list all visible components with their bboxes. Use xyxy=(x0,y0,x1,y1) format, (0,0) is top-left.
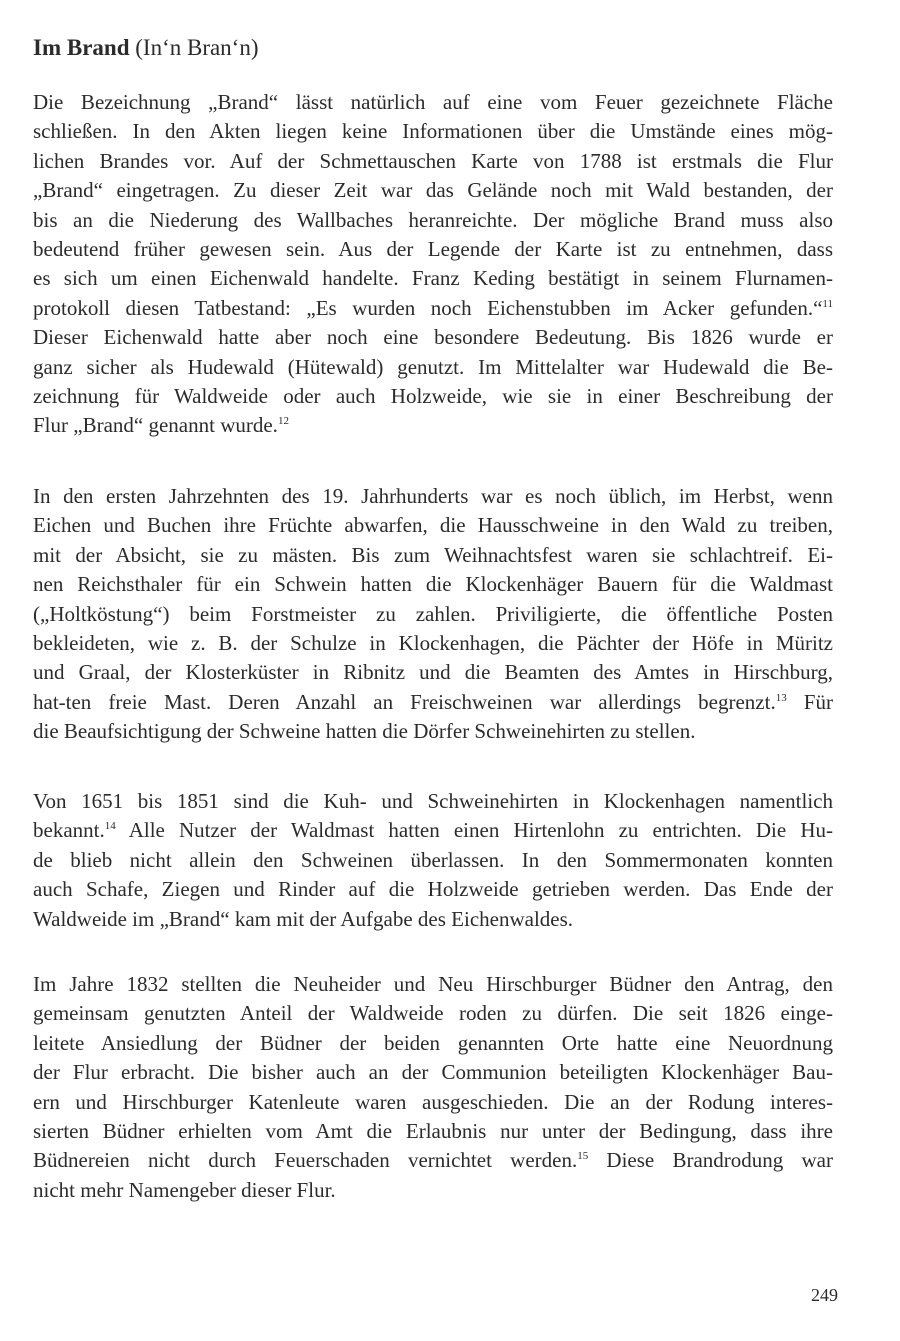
text-line xyxy=(33,787,833,816)
text-line xyxy=(33,1146,833,1175)
line-text: Dieser Eichenwald hatte aber noch eine besondere Bedeutung. Bis 1826 wurde er xyxy=(33,325,833,350)
text-line xyxy=(33,541,833,570)
text-line xyxy=(33,570,833,599)
text-line xyxy=(33,629,833,658)
line-text: Eichen und Buchen ihre Früchte abwarfen, die Hausschweine in den Wald zu treiben, xyxy=(33,513,833,538)
text-line xyxy=(33,206,833,235)
text-line xyxy=(33,688,833,717)
line-text: Büdnereien nicht durch Feuerschaden vernichtet werden. xyxy=(33,1148,578,1173)
text-line xyxy=(33,1176,833,1205)
text-line xyxy=(33,353,833,382)
heading-title: Im Brand xyxy=(33,35,130,60)
line-text: In den ersten Jahrzehnten des 19. Jahrhunderts war es noch üblich, im Herbst, wenn xyxy=(33,484,833,508)
text-line xyxy=(33,1117,833,1146)
text-line xyxy=(33,999,833,1028)
text-line xyxy=(33,875,833,904)
line-text-continued: Alle Nutzer der Waldmast hatten einen Hirtenlohn zu entrichten. Die Hu- xyxy=(115,818,833,843)
paragraph-1 xyxy=(33,88,833,441)
page-number: 249 xyxy=(811,1285,838,1305)
line-text: bis an die Niederung des Wallbaches heranreichte. Der mögliche Brand muss also xyxy=(33,207,833,232)
line-text: es sich um einen Eichenwald handelte. Franz Keding bestätigt in seinem Flurnamen- xyxy=(33,266,833,291)
text-line xyxy=(33,88,833,117)
line-text: lichen Brandes vor. Auf der Schmettauschen Karte von 1788 ist erstmals die Flur xyxy=(33,148,833,173)
footnote-marker: 15 xyxy=(577,1150,589,1163)
footnote-marker: 11 xyxy=(822,297,833,310)
text-line xyxy=(33,905,833,934)
line-text: hat-ten freie Mast. Deren Anzahl an Freischweinen war allerdings begrenzt. xyxy=(33,689,776,714)
line-text: „Brand“ eingetragen. Zu dieser Zeit war das Gelände noch mit Wald bestanden, der xyxy=(33,178,833,203)
paragraph-2 xyxy=(33,482,833,747)
line-text: Die Bezeichnung „Brand“ lässt natürlich auf eine vom Feuer gezeichnete Fläche xyxy=(33,90,833,114)
footnote-marker: 14 xyxy=(104,820,116,833)
text-line xyxy=(33,294,833,323)
line-text: zeichnung für Waldweide oder auch Holzweide, wie sie in einer Beschreibung der xyxy=(33,383,833,408)
line-text: auch Schafe, Ziegen und Rinder auf die Holzweide getrieben werden. Das Ende der xyxy=(33,877,833,902)
line-text: sierten Büdner erhielten vom Amt die Erlaubnis nur unter der Bedingung, dass ihre xyxy=(33,1118,833,1143)
heading-dialect-name: (In‘n Bran‘n) xyxy=(135,35,259,60)
text-line xyxy=(33,147,833,176)
line-text: bekannt. xyxy=(33,818,105,843)
line-text: und Graal, der Klosterküster in Ribnitz und die Beamten des Amtes in Hirschburg, xyxy=(33,660,833,685)
text-line xyxy=(33,1029,833,1058)
footnote-marker: 12 xyxy=(277,415,289,428)
line-text: („Holtköstung“) beim Forstmeister zu zahlen. Priviligierte, die öffentliche Posten xyxy=(33,601,833,626)
text-line xyxy=(33,600,833,629)
line-text: bedeutend früher gewesen sein. Aus der Legende der Karte ist zu entnehmen, dass xyxy=(33,236,833,261)
line-text: gemeinsam genutzten Anteil der Waldweide roden zu dürfen. Die seit 1826 einge- xyxy=(33,1001,833,1026)
line-text: Flur „Brand“ genannt wurde. xyxy=(33,413,278,438)
section-heading xyxy=(33,34,259,62)
line-text: der Flur erbracht. Die bisher auch an der Communion beteiligten Klockenhäger Bau- xyxy=(33,1060,833,1085)
line-text: bekleideten, wie z. B. der Schulze in Klockenhagen, die Pächter der Höfe in Müritz xyxy=(33,630,833,655)
line-text: Waldweide im „Brand“ kam mit der Aufgabe des Eichenwaldes. xyxy=(33,906,574,931)
text-line xyxy=(33,511,833,540)
line-text: leitete Ansiedlung der Büdner der beiden genannten Orte hatte eine Neuordnung xyxy=(33,1030,833,1055)
paragraph-3 xyxy=(33,787,833,934)
line-text-continued: Für xyxy=(786,689,833,714)
line-text: Von 1651 bis 1851 sind die Kuh- und Schweinehirten in Klockenhagen namentlich xyxy=(33,789,833,813)
text-line xyxy=(33,411,833,440)
footnote-marker: 13 xyxy=(775,691,787,704)
line-text: nen Reichsthaler für ein Schwein hatten die Klockenhäger Bauern für die Waldmast xyxy=(33,572,833,597)
line-text: schließen. In den Akten liegen keine Informationen über die Umstände eines mög- xyxy=(33,119,833,144)
line-text: ganz sicher als Hudewald (Hütewald) genutzt. Im Mittelalter war Hudewald die Be- xyxy=(33,354,833,379)
line-text: die Beaufsichtigung der Schweine hatten die Dörfer Schweinehirten zu stellen. xyxy=(33,719,696,744)
text-line xyxy=(33,1058,833,1087)
text-line xyxy=(33,717,833,746)
text-line xyxy=(33,482,833,511)
text-line xyxy=(33,264,833,293)
line-text-continued: Diese Brandrodung war xyxy=(588,1148,833,1173)
line-text: de blieb nicht allein den Schweinen überlassen. In den Sommermonaten konnten xyxy=(33,847,833,872)
text-line xyxy=(33,235,833,264)
text-line xyxy=(33,323,833,352)
paragraph-4 xyxy=(33,970,833,1205)
text-line xyxy=(33,117,833,146)
text-line xyxy=(33,176,833,205)
text-line xyxy=(33,846,833,875)
text-line xyxy=(33,970,833,999)
line-text: protokoll diesen Tatbestand: „Es wurden noch Eichenstubben im Acker gefunden.“ xyxy=(33,295,823,320)
text-line xyxy=(33,1088,833,1117)
text-line xyxy=(33,382,833,411)
line-text: nicht mehr Namengeber dieser Flur. xyxy=(33,1177,336,1202)
text-line xyxy=(33,816,833,845)
line-text: ern und Hirschburger Katenleute waren ausgeschieden. Die an der Rodung interes- xyxy=(33,1089,833,1114)
line-text: Im Jahre 1832 stellten die Neuheider und Neu Hirschburger Büdner den Antrag, den xyxy=(33,972,833,996)
line-text: mit der Absicht, sie zu mästen. Bis zum Weihnachtsfest waren sie schlachtreif. Ei- xyxy=(33,542,833,567)
text-line xyxy=(33,658,833,687)
